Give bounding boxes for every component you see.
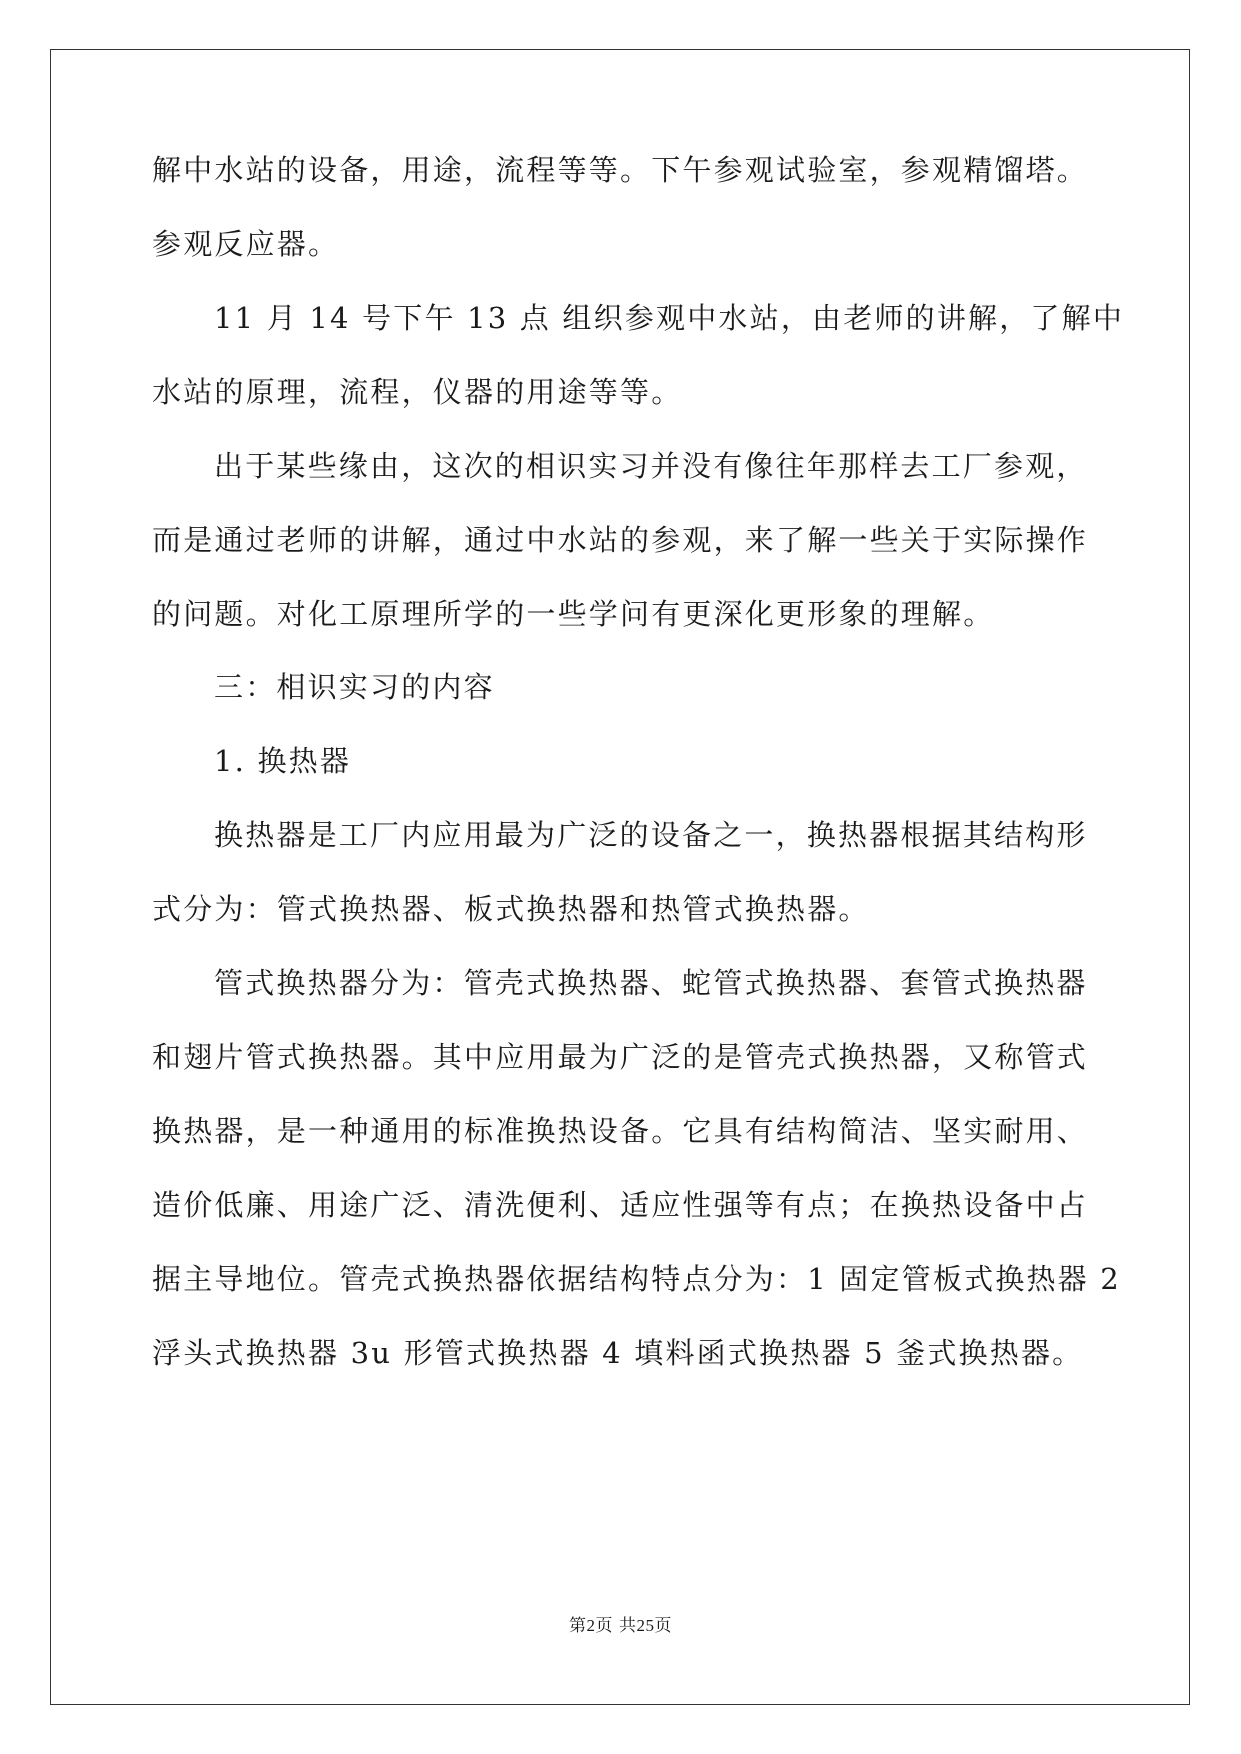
page-border xyxy=(50,49,1190,1705)
page-prefix: 第 xyxy=(569,1616,587,1636)
text-line: 浮头式换热器 3u 形管式换热器 4 填料函式换热器 5 釜式换热器。 xyxy=(152,1336,1084,1370)
page-total: 25 xyxy=(636,1616,655,1635)
text-line: 据主导地位。管壳式换热器依据结构特点分为：1 固定管板式换热器 2 xyxy=(152,1262,1121,1296)
text-line: 解中水站的设备，用途，流程等等。下午参观试验室，参观精馏塔。 xyxy=(152,153,1089,187)
text-line: 式分为：管式换热器、板式换热器和热管式换热器。 xyxy=(152,892,870,926)
text-line: 而是通过老师的讲解，通过中水站的参观，来了解一些关于实际操作 xyxy=(152,523,1089,557)
page-suffix: 页 xyxy=(654,1616,672,1636)
text-line: 造价低廉、用途广泛、清洗便利、适应性强等有点；在换热设备中占 xyxy=(152,1188,1089,1222)
paragraph-start: 出于某些缘由，这次的相识实习并没有像往年那样去工厂参观， xyxy=(214,449,1088,483)
page-mid: 页 共 xyxy=(595,1616,637,1636)
paragraph-start: 换热器是工厂内应用最为广泛的设备之一，换热器根据其结构形 xyxy=(214,818,1088,852)
text-line: 参观反应器。 xyxy=(152,227,340,261)
paragraph-start: 11 月 14 号下午 13 点 组织参观中水站，由老师的讲解，了解中 xyxy=(214,301,1125,335)
page-current: 2 xyxy=(586,1616,596,1635)
page-number-footer xyxy=(0,1616,1241,1636)
text-line: 和翅片管式换热器。其中应用最为广泛的是管壳式换热器，又称管式 xyxy=(152,1040,1089,1074)
paragraph-start: 管式换热器分为：管壳式换热器、蛇管式换热器、套管式换热器 xyxy=(214,966,1088,1000)
text-line: 的问题。对化工原理所学的一些学问有更深化更形象的理解。 xyxy=(152,597,995,631)
subsection-heading: 1. 换热器 xyxy=(214,744,352,778)
section-heading: 三：相识实习的内容 xyxy=(214,670,495,704)
text-line: 换热器，是一种通用的标准换热设备。它具有结构简洁、坚实耐用、 xyxy=(152,1114,1089,1148)
text-line: 水站的原理，流程，仪器的用途等等。 xyxy=(152,375,683,409)
